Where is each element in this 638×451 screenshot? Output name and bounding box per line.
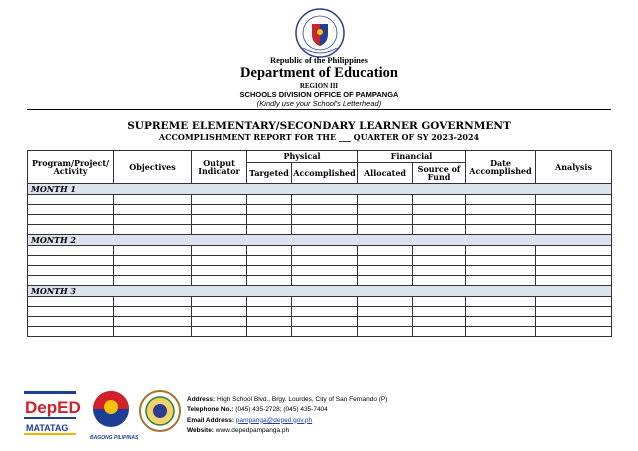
table-cell[interactable] bbox=[292, 317, 358, 327]
table-cell[interactable] bbox=[114, 246, 192, 256]
deped-wordmark: DepED bbox=[25, 398, 81, 417]
month-row bbox=[28, 235, 612, 246]
table-cell[interactable] bbox=[466, 225, 536, 235]
accomplishment-table bbox=[27, 150, 612, 337]
table-cell[interactable] bbox=[292, 246, 358, 256]
telephone-value: (045) 435-2728; (045) 435-7404 bbox=[235, 406, 328, 414]
table-cell[interactable] bbox=[536, 246, 612, 256]
table-cell[interactable] bbox=[292, 266, 358, 276]
table-cell[interactable] bbox=[192, 266, 247, 276]
table-cell[interactable] bbox=[247, 246, 292, 256]
table-cell[interactable] bbox=[114, 307, 192, 317]
table-cell[interactable] bbox=[247, 276, 292, 286]
month-label: MONTH 1 bbox=[28, 184, 612, 195]
table-cell[interactable] bbox=[358, 297, 413, 307]
table-cell[interactable] bbox=[536, 327, 612, 337]
matatag-wordmark: MATATAG bbox=[26, 423, 69, 433]
table-cell[interactable] bbox=[536, 215, 612, 225]
table-cell[interactable] bbox=[247, 195, 292, 205]
table-cell[interactable] bbox=[114, 205, 192, 215]
table-cell[interactable] bbox=[192, 276, 247, 286]
region-label: REGION III bbox=[299, 82, 339, 90]
telephone-label: Telephone No.: bbox=[187, 406, 234, 414]
table-row bbox=[28, 205, 612, 215]
table-cell[interactable] bbox=[28, 246, 114, 256]
republic-label: Republic of the Philippines bbox=[269, 55, 368, 65]
table-cell[interactable] bbox=[292, 195, 358, 205]
table-cell[interactable] bbox=[466, 317, 536, 327]
table-cell[interactable] bbox=[28, 327, 114, 337]
email-link[interactable]: pampanga@deped.gov.ph bbox=[235, 416, 313, 424]
table-cell[interactable] bbox=[28, 307, 114, 317]
table-cell[interactable] bbox=[114, 195, 192, 205]
col-header-accomplished: Accomplished bbox=[292, 163, 358, 184]
table-row bbox=[28, 266, 612, 276]
table-cell[interactable] bbox=[292, 205, 358, 215]
table-cell[interactable] bbox=[247, 266, 292, 276]
table-cell[interactable] bbox=[536, 195, 612, 205]
table-cell[interactable] bbox=[358, 225, 413, 235]
table-row bbox=[28, 317, 612, 327]
table-cell[interactable] bbox=[114, 225, 192, 235]
table-cell[interactable] bbox=[247, 297, 292, 307]
table-cell[interactable] bbox=[413, 317, 466, 327]
col-header-targeted: Targeted bbox=[247, 163, 292, 184]
table-cell[interactable] bbox=[358, 307, 413, 317]
table-row bbox=[28, 215, 612, 225]
table-cell[interactable] bbox=[292, 215, 358, 225]
table-cell[interactable] bbox=[466, 266, 536, 276]
report-title: SUPREME ELEMENTARY/SECONDARY LEARNER GOVERNMENT bbox=[127, 120, 511, 132]
table-cell[interactable] bbox=[292, 297, 358, 307]
bagong-wordmark: BAGONG PILIPINAS bbox=[90, 435, 139, 441]
table-cell[interactable] bbox=[28, 195, 114, 205]
table-cell[interactable] bbox=[466, 276, 536, 286]
table-cell[interactable] bbox=[292, 327, 358, 337]
footer-logos bbox=[24, 385, 184, 441]
table-cell[interactable] bbox=[536, 225, 612, 235]
table-cell[interactable] bbox=[28, 276, 114, 286]
table-cell[interactable] bbox=[247, 256, 292, 266]
table-cell[interactable] bbox=[358, 317, 413, 327]
table-cell[interactable] bbox=[358, 327, 413, 337]
month-label: MONTH 2 bbox=[28, 235, 612, 246]
website-value[interactable]: www.depedpampanga.ph bbox=[215, 426, 290, 434]
header-divider bbox=[27, 109, 611, 110]
table-cell[interactable] bbox=[536, 256, 612, 266]
month-label: MONTH 3 bbox=[28, 286, 612, 297]
table-row bbox=[28, 327, 612, 337]
table-cell[interactable] bbox=[28, 256, 114, 266]
table-cell[interactable] bbox=[192, 256, 247, 266]
table-cell[interactable] bbox=[466, 205, 536, 215]
table-cell[interactable] bbox=[413, 246, 466, 256]
table-cell[interactable] bbox=[192, 297, 247, 307]
letterhead-note: (Kindly use your School's Letterhead) bbox=[256, 99, 382, 108]
table-cell[interactable] bbox=[114, 317, 192, 327]
table-cell[interactable] bbox=[413, 266, 466, 276]
table-cell[interactable] bbox=[28, 205, 114, 215]
table-cell[interactable] bbox=[358, 246, 413, 256]
table-cell[interactable] bbox=[413, 205, 466, 215]
table-cell[interactable] bbox=[466, 297, 536, 307]
table-cell[interactable] bbox=[536, 276, 612, 286]
table-cell[interactable] bbox=[536, 317, 612, 327]
table-cell[interactable] bbox=[28, 215, 114, 225]
address-value: High School Blvd., Brgy. Lourdes, City of San Fernando (P) bbox=[217, 396, 388, 403]
table-row bbox=[28, 276, 612, 286]
col-header-analysis: Analysis bbox=[536, 151, 612, 184]
table-cell[interactable] bbox=[247, 225, 292, 235]
col-header-output: Output Indicator bbox=[192, 151, 247, 184]
col-header-financial: Financial bbox=[358, 151, 466, 163]
table-cell[interactable] bbox=[192, 205, 247, 215]
table-cell[interactable] bbox=[247, 205, 292, 215]
table-cell[interactable] bbox=[114, 215, 192, 225]
col-header-date: Date Accomplished bbox=[466, 151, 536, 184]
table-cell[interactable] bbox=[358, 205, 413, 215]
contact-info bbox=[187, 395, 387, 436]
col-header-source: Source of Fund bbox=[413, 163, 466, 184]
table-row bbox=[28, 307, 612, 317]
table-cell[interactable] bbox=[358, 215, 413, 225]
table-cell[interactable] bbox=[466, 327, 536, 337]
table-cell[interactable] bbox=[358, 266, 413, 276]
table-cell[interactable] bbox=[192, 317, 247, 327]
deped-matatag-logo bbox=[24, 391, 81, 435]
table-cell[interactable] bbox=[114, 256, 192, 266]
division-label: SCHOOLS DIVISION OFFICE OF PAMPANGA bbox=[239, 90, 399, 99]
table-cell[interactable] bbox=[192, 307, 247, 317]
bagong-pilipinas-logo bbox=[90, 391, 139, 441]
website-label: Website: bbox=[187, 426, 214, 434]
table-cell[interactable] bbox=[466, 246, 536, 256]
table-cell[interactable] bbox=[413, 297, 466, 307]
table-cell[interactable] bbox=[28, 266, 114, 276]
table-cell[interactable] bbox=[114, 297, 192, 307]
table-cell[interactable] bbox=[192, 195, 247, 205]
table-cell[interactable] bbox=[466, 307, 536, 317]
table-cell[interactable] bbox=[358, 195, 413, 205]
table-cell[interactable] bbox=[413, 256, 466, 266]
table-cell[interactable] bbox=[28, 225, 114, 235]
table-cell[interactable] bbox=[247, 307, 292, 317]
email-label: Email Address: bbox=[187, 416, 235, 424]
division-seal-logo bbox=[140, 391, 180, 431]
address-label: Address: bbox=[187, 396, 216, 403]
table-row bbox=[28, 246, 612, 256]
table-cell[interactable] bbox=[114, 276, 192, 286]
table-cell[interactable] bbox=[413, 307, 466, 317]
table-cell[interactable] bbox=[28, 297, 114, 307]
table-cell[interactable] bbox=[192, 327, 247, 337]
table-cell[interactable] bbox=[192, 225, 247, 235]
table-cell[interactable] bbox=[413, 276, 466, 286]
table-cell[interactable] bbox=[536, 307, 612, 317]
table-cell[interactable] bbox=[114, 266, 192, 276]
table-cell[interactable] bbox=[413, 215, 466, 225]
month-row bbox=[28, 286, 612, 297]
table-cell[interactable] bbox=[28, 317, 114, 327]
report-subtitle: ACCOMPLISHMENT REPORT FOR THE ___ QUARTER OF SY 2023-2024 bbox=[158, 132, 480, 142]
table-cell[interactable] bbox=[292, 225, 358, 235]
table-cell[interactable] bbox=[192, 215, 247, 225]
table-cell[interactable] bbox=[247, 317, 292, 327]
table-cell[interactable] bbox=[536, 205, 612, 215]
table-cell[interactable] bbox=[413, 225, 466, 235]
table-cell[interactable] bbox=[292, 276, 358, 286]
department-title: Department of Education bbox=[240, 65, 398, 81]
table-cell[interactable] bbox=[292, 256, 358, 266]
col-header-physical: Physical bbox=[247, 151, 358, 163]
table-cell[interactable] bbox=[358, 276, 413, 286]
table-row bbox=[28, 297, 612, 307]
col-header-objectives: Objectives bbox=[114, 151, 192, 184]
table-cell[interactable] bbox=[192, 246, 247, 256]
table-cell[interactable] bbox=[247, 327, 292, 337]
deped-seal-logo bbox=[295, 8, 345, 58]
table-cell[interactable] bbox=[466, 195, 536, 205]
table-cell[interactable] bbox=[292, 307, 358, 317]
table-cell[interactable] bbox=[413, 195, 466, 205]
col-header-allocated: Allocated bbox=[358, 163, 413, 184]
table-cell[interactable] bbox=[114, 327, 192, 337]
col-header-program: Program/Project/ Activity bbox=[28, 151, 114, 184]
table-cell[interactable] bbox=[413, 327, 466, 337]
table-cell[interactable] bbox=[247, 215, 292, 225]
month-row bbox=[28, 184, 612, 195]
table-cell[interactable] bbox=[536, 266, 612, 276]
table-row bbox=[28, 256, 612, 266]
table-cell[interactable] bbox=[536, 297, 612, 307]
table-cell[interactable] bbox=[358, 256, 413, 266]
table-row bbox=[28, 225, 612, 235]
table-cell[interactable] bbox=[466, 256, 536, 266]
table-row bbox=[28, 195, 612, 205]
table-cell[interactable] bbox=[466, 215, 536, 225]
